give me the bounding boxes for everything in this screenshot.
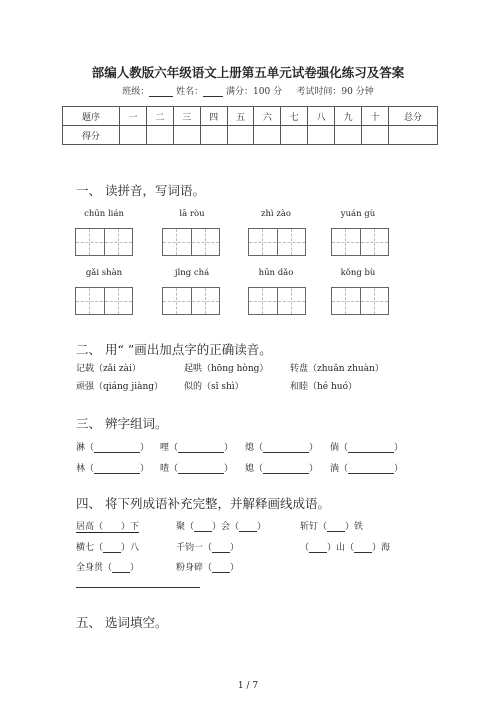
word-item: 哩（ ）: [160, 443, 234, 453]
pinyin-label: hūn dǎo: [258, 268, 294, 278]
name-label: 姓名：: [176, 87, 204, 97]
reading-option[interactable]: 记载（zǎi zài）: [76, 364, 141, 374]
pinyin-label: jǐng chá: [174, 268, 210, 278]
header-cell: 题序: [63, 107, 120, 126]
word-item: 媳（ ）: [245, 464, 319, 474]
section5-heading: 五、 选词填空。: [76, 615, 168, 630]
score-cell[interactable]: [335, 126, 362, 145]
answer-blank[interactable]: [112, 563, 130, 573]
word-item: 淌（ ）: [330, 464, 404, 474]
score-cell[interactable]: [389, 126, 438, 145]
writing-box[interactable]: [162, 287, 220, 315]
score-cell[interactable]: [173, 126, 200, 145]
section2-heading: 二、 用“ ”画出加点字的正确读音。: [76, 342, 272, 357]
word-item: 熄（ ）: [245, 443, 319, 453]
word-item: 喳（ ）: [160, 464, 234, 474]
score-cell[interactable]: [146, 126, 173, 145]
reading-option[interactable]: 顽强（qiáng jiàng）: [76, 382, 164, 392]
underlined-part: 居高（: [76, 522, 104, 532]
header-cell: 六: [254, 107, 281, 126]
word-item: 林（ ）: [76, 464, 150, 474]
score-table-row: [63, 126, 438, 145]
idiom-item: [76, 519, 139, 533]
pinyin-label: chūn lián: [84, 209, 124, 219]
score-cell[interactable]: [227, 126, 254, 145]
header-cell: 九: [335, 107, 362, 126]
exam-info: [0, 84, 496, 97]
reading-option[interactable]: 转盘（zhuǎn zhuàn）: [290, 364, 384, 374]
header-cell: 八: [308, 107, 335, 126]
header-cell: 三: [173, 107, 200, 126]
idiom-item: 斩钉（ ）铁: [300, 522, 364, 532]
header-cell: 五: [227, 107, 254, 126]
pinyin-label: yuán gù: [340, 209, 376, 219]
answer-blank[interactable]: [194, 522, 212, 532]
answer-blank[interactable]: [327, 522, 345, 532]
answer-blank[interactable]: [212, 543, 230, 553]
score-table: [62, 106, 438, 145]
writing-box[interactable]: [75, 228, 133, 256]
class-label: 班级：: [122, 87, 150, 97]
answer-blank[interactable]: [178, 464, 224, 474]
idiom-item: 全身贯（ ）: [76, 563, 140, 573]
time-label: 考试时间：90 分钟: [296, 87, 374, 97]
writing-box[interactable]: [162, 228, 220, 256]
score-cell[interactable]: [308, 126, 335, 145]
header-cell: 七: [281, 107, 308, 126]
idiom-item: 千钧一（ ）: [176, 543, 240, 553]
score-cell[interactable]: [281, 126, 308, 145]
header-cell: 四: [200, 107, 227, 126]
score-label: 满分：100 分: [226, 87, 283, 97]
answer-blank[interactable]: [348, 464, 394, 474]
writing-box[interactable]: [248, 228, 306, 256]
answer-blank[interactable]: [178, 443, 224, 453]
idiom-item: 横七（ ）八: [76, 543, 140, 553]
page-number: 1 / 7: [237, 681, 259, 691]
header-cell: 十: [362, 107, 389, 126]
row-label: 得分: [63, 126, 120, 145]
answer-blank[interactable]: [263, 464, 309, 474]
idiom-item: （ ）山（ ）海: [300, 543, 391, 553]
section3-heading: 三、 辨字组词。: [76, 416, 168, 431]
idiom-item: 聚（ ）会（ ）: [176, 522, 267, 532]
answer-blank[interactable]: [212, 563, 230, 573]
header-cell: 总分: [389, 107, 438, 126]
section1-heading: 一、 读拼音，写词语。: [76, 183, 205, 198]
answer-blank[interactable]: [239, 522, 257, 532]
answer-blank[interactable]: [348, 443, 394, 453]
pinyin-label: gǎi shàn: [85, 268, 123, 278]
writing-box[interactable]: [331, 287, 389, 315]
pinyin-label: zhì zào: [260, 209, 292, 219]
score-cell[interactable]: [120, 126, 147, 145]
word-item: 倘（ ）: [330, 443, 404, 453]
score-table-header: [63, 107, 438, 126]
writing-box[interactable]: [75, 287, 133, 315]
writing-box[interactable]: [248, 287, 306, 315]
reading-option[interactable]: 和睦（hé huó）: [290, 382, 357, 392]
answer-blank[interactable]: [354, 543, 372, 553]
writing-box[interactable]: [331, 228, 389, 256]
idiom-item: 粉身碎（ ）: [176, 563, 240, 573]
header-cell: 一: [120, 107, 147, 126]
reading-option[interactable]: 似的（sǐ shì）: [184, 382, 244, 392]
score-cell[interactable]: [254, 126, 281, 145]
answer-blank[interactable]: [309, 543, 327, 553]
score-cell[interactable]: [362, 126, 389, 145]
reading-option[interactable]: 起哄（hōng hòng）: [184, 364, 269, 374]
name-blank[interactable]: [203, 87, 223, 97]
pinyin-label: kǒng bù: [340, 268, 376, 278]
header-cell: 二: [146, 107, 173, 126]
explanation-line[interactable]: [76, 587, 200, 588]
section4-heading: 四、 将下列成语补充完整，并解释画线成语。: [76, 496, 330, 511]
score-cell[interactable]: [200, 126, 227, 145]
answer-blank[interactable]: [103, 523, 121, 533]
word-item: 淋（ ）: [76, 443, 150, 453]
answer-blank[interactable]: [263, 443, 309, 453]
answer-blank[interactable]: [103, 543, 121, 553]
page-title: 部编人教版六年级语文上册第五单元试卷强化练习及答案: [91, 65, 405, 80]
underlined-part: ）下: [121, 522, 140, 532]
class-blank[interactable]: [149, 87, 173, 97]
answer-blank[interactable]: [94, 443, 140, 453]
answer-blank[interactable]: [94, 464, 140, 474]
pinyin-label: lā ròu: [179, 209, 205, 219]
